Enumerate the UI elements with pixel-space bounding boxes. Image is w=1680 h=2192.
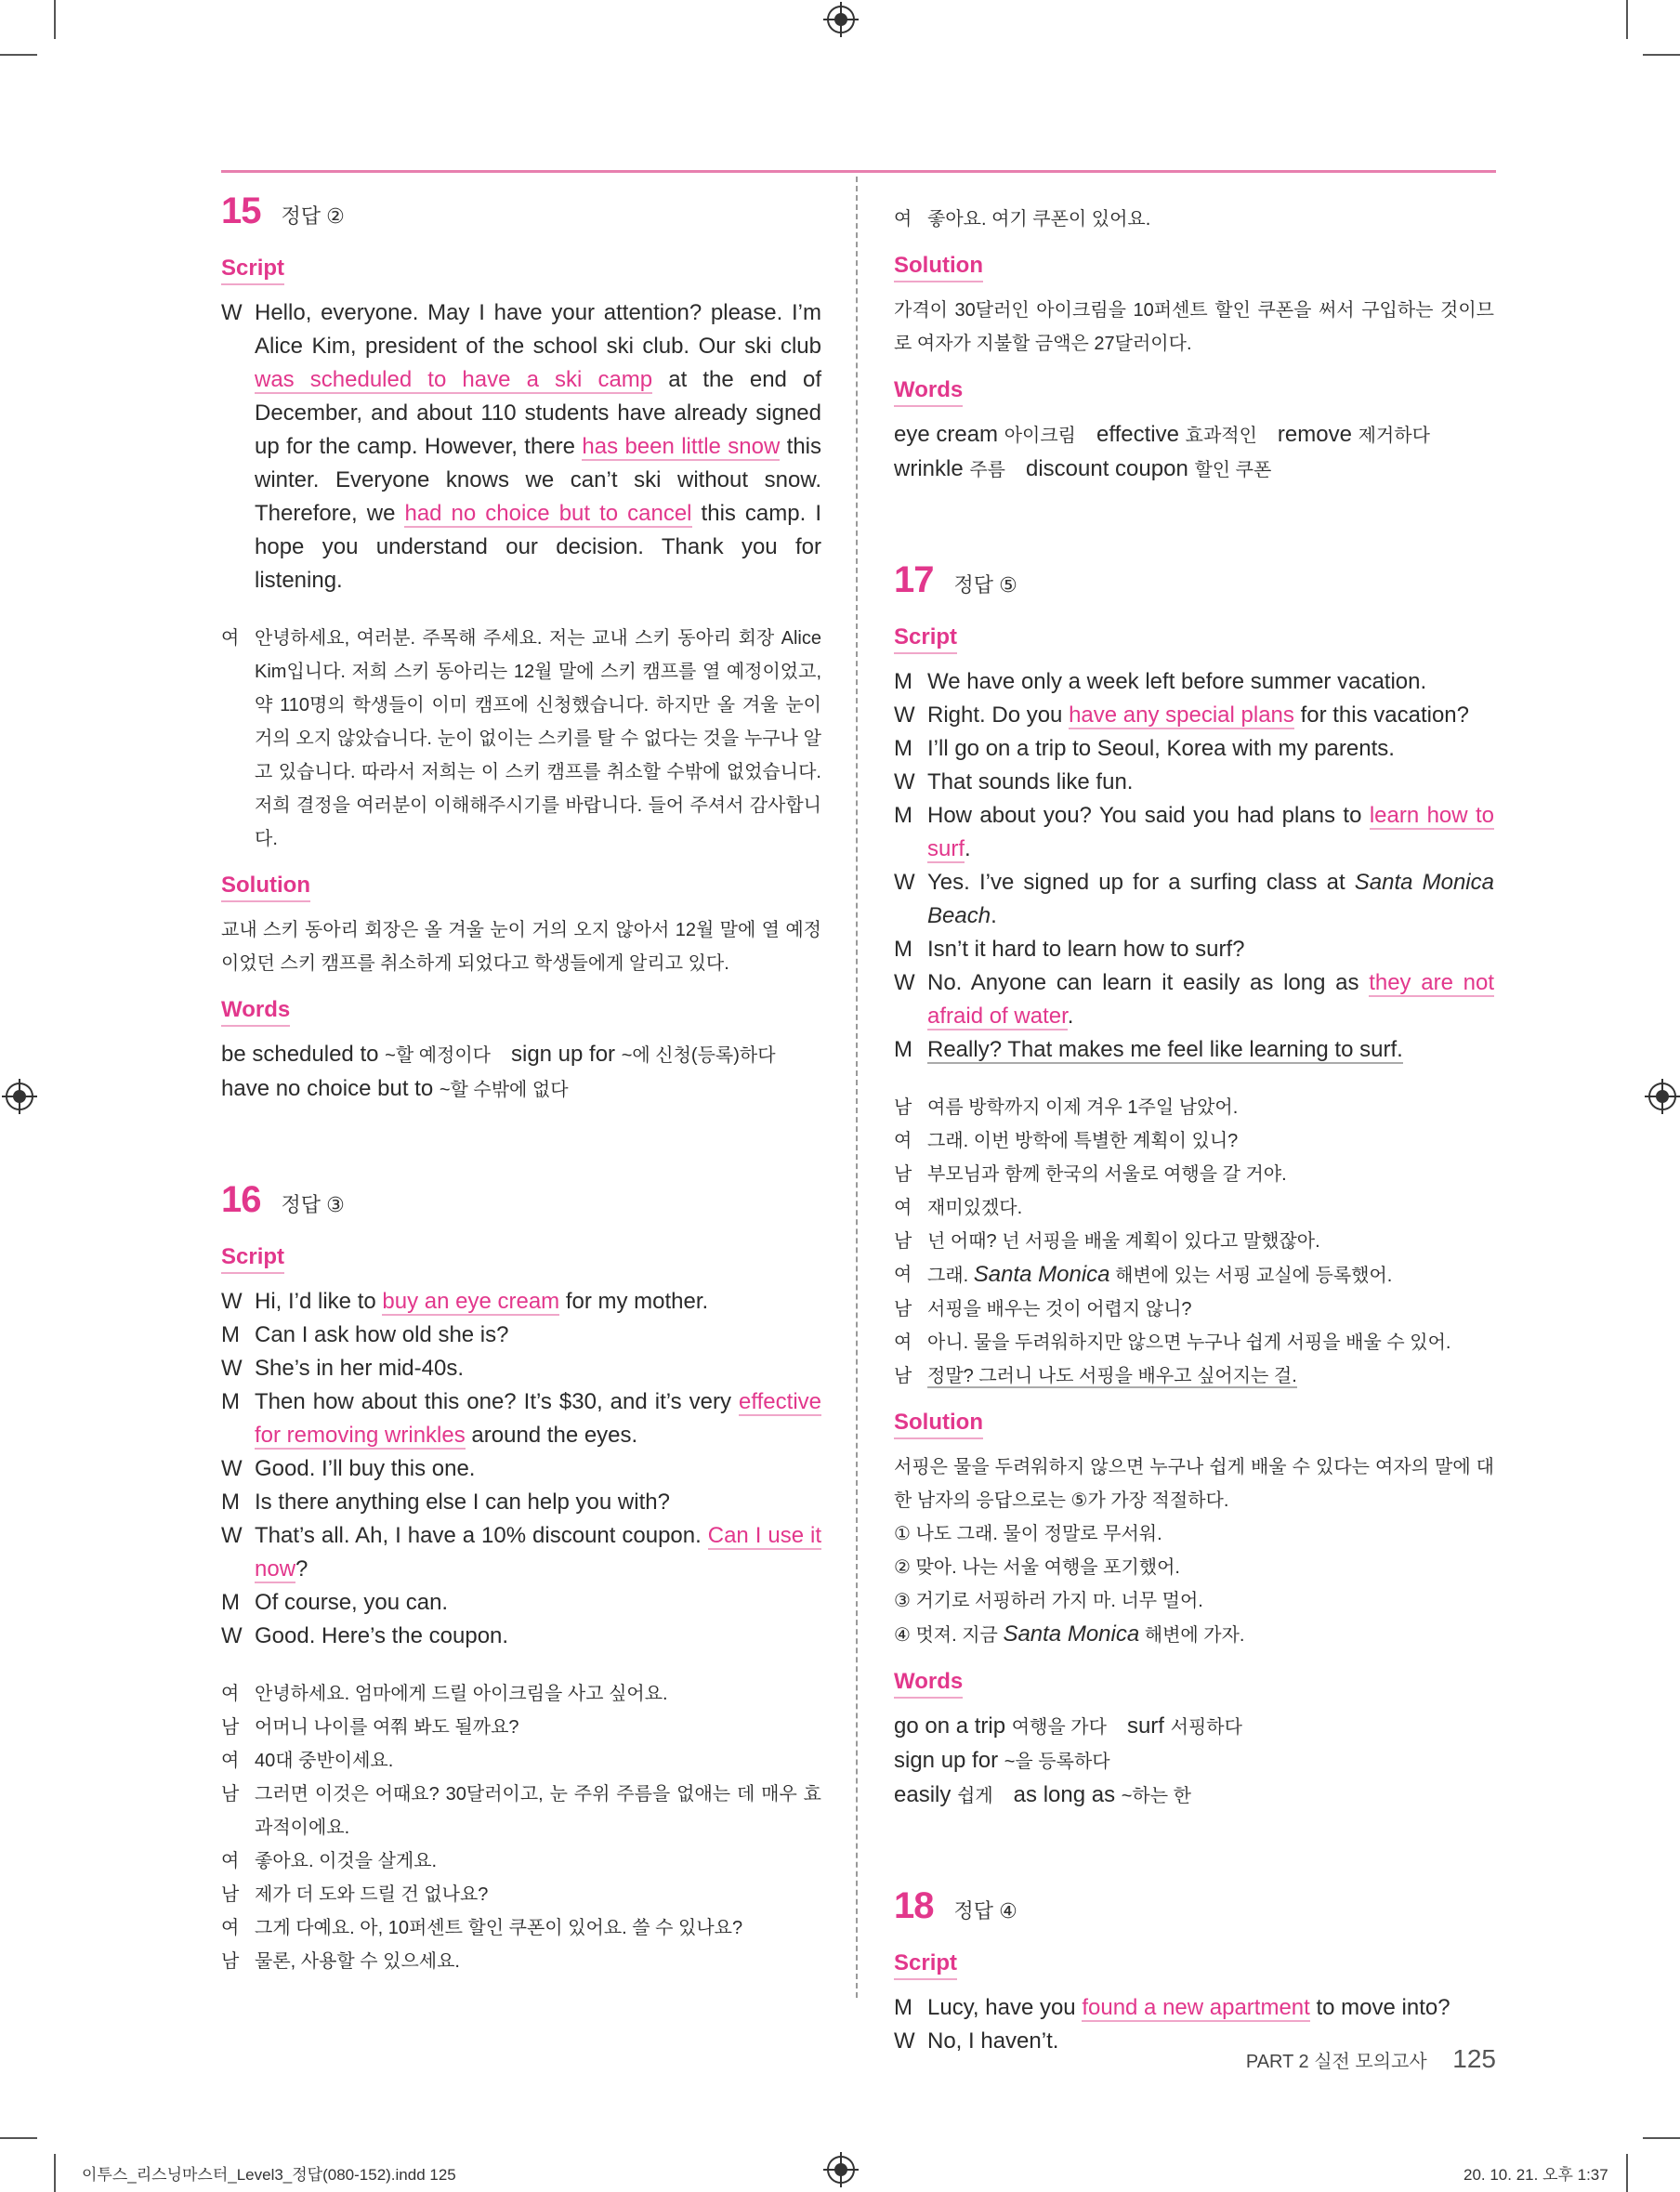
registration-mark-icon xyxy=(6,1083,33,1110)
column-divider xyxy=(856,177,858,1998)
q17-dialog: M We have only a week left before summer vacation. W Right. Do you have any special plans for this vacation? M I’ll go on a trip to Seoul, Korea with my parents. W That sounds like fun. M How about you? You said you had plans to learn how to surf. W Yes. I’ve signed up for a surfing class at Santa Monica Beach. M Isn’t it hard to learn how to surf? W No. Anyone can learn it easily as long as they are not afraid of water. M Really? That makes me feel like learning to surf. xyxy=(894,669,1494,1062)
answer-label: 정답 ② xyxy=(281,204,345,228)
script-heading: Script xyxy=(894,624,957,654)
q16-translation: 여 안녕하세요. 엄마에게 드릴 아이크림을 사고 싶어요. 남 어머니 나이를 여쭤 봐도 될까요? 여 40대 중반이세요. 남 그러면 이것은 어때요? 30달러이고, 눈 주위 주름을 없애는 데 매우 효과적이에요. 여 좋아요. 이것을 살게요. 남 제가 더 도와 드릴 건 없나요? 여 그게 다예요. 아, 10퍼센트 할인 쿠폰이 있어요. 쓸 수 있나요? 남 물론, 사용할 수 있으세요. xyxy=(221,1684,821,1972)
crop-mark-br-h xyxy=(1643,2137,1680,2139)
script-heading: Script xyxy=(221,256,284,285)
monologue-text: Hello, everyone. May I have your attention? please. I’m Alice Kim, president of the school ski club. Our ski club was scheduled to have a ski camp at the end of December, and about 110 students have already signed up for the camp. However, there has been little snow this winter. Everyone knows we can’t ski without snow. Therefore, we had no choice but to cancel this camp. I hope you understand our decision. Thank you for listening. xyxy=(255,300,822,593)
solution-heading: Solution xyxy=(221,873,310,902)
q16-translation-cont: 여 좋아요. 여기 쿠폰이 있어요. xyxy=(894,209,1151,230)
q16-solution: 가격이 30달러인 아이크림을 10퍼센트 할인 쿠폰을 써서 구입하는 것이므로 여자가 지불할 금액은 27달러이다. xyxy=(894,300,1494,354)
dialog-line: W Good. Here’s the coupon. xyxy=(221,1623,509,1648)
q17-translation: 남 여름 방학까지 이제 겨우 1주일 남았어. 여 그래. 이번 방학에 특별한 계획이 있니? 남 부모님과 함께 한국의 서울로 여행을 갈 거야. 여 재미있겠다. 남 넌 어때? 넌 서핑을 배울 계획이 있다고 말했잖아. 여 그래. Santa Monica 해변에 있는 서핑 교실에 등록했어. 남 서핑을 배우는 것이 어렵지 않니? 여 아니. 물을 두려워하지만 않으면 누구나 쉽게 서핑을 배울 수 있어. 남 정말? 그러니 나도 서핑을 배우고 싶어지는 걸. xyxy=(894,1097,1451,1386)
crop-mark-tr-h xyxy=(1643,54,1680,56)
dialog-line: M Is there anything else I can help you with? xyxy=(221,1490,670,1515)
q15-translation: 여 안녕하세요, 여러분. 주목해 주세요. 저는 교내 스키 동아리 회장 Alice Kim입니다. 저희 스키 동아리는 12월 말에 스키 캠프를 열 예정이었고, 약 110명의 학생들이 이미 캠프에 신청했습니다. 하지만 올 겨울 눈이 거의 오지 않았습니다. 눈이 없이는 스키를 탈 수 없다는 것을 누구나 알고 있습니다. 따라서 저희는 이 스키 캠프를 취소할 수밖에 없었습니다. 저희 결정을 여러분이 이해해주시기를 바랍니다. 들어 주셔서 감사합니다. xyxy=(221,628,821,849)
q16-words: eye cream 아이크림 effective 효과적인 remove 제거하다 wrinkle 주름 discount coupon 할인 쿠폰 xyxy=(894,422,1430,481)
dialog-line: M Can I ask how old she is? xyxy=(221,1322,509,1347)
q17-options: ① 나도 그래. 물이 정말로 무서워. ② 맞아. 나는 서울 여행을 포기했어. ③ 거기로 서핑하러 가지 마. 너무 멀어. ④ 멋져. 지금 Santa Monica 해변에 가자. xyxy=(894,1524,1245,1647)
q17-words: go on a trip 여행을 가다 surf 서핑하다sign up for ~을 등록하다 easily 쉽게 as long as ~하는 한 xyxy=(894,1713,1242,1807)
slug-file: 이투스_리스닝마스터_Level3_정답(080-152).indd 125 xyxy=(82,2166,456,2184)
script-heading: Script xyxy=(894,1950,957,1980)
dialog-line: M Then how about this one? It’s $30, and it’s very effective for removing wrinkles around the eyes. xyxy=(221,1389,821,1448)
dialog-line: W That’s all. Ah, I have a 10% discount coupon. Can I use it now? xyxy=(221,1523,821,1582)
q16-header: 16 정답 ③ xyxy=(221,1179,345,1220)
left-column xyxy=(221,190,821,1978)
page-number: 125 xyxy=(1452,2044,1496,2073)
script-heading: Script xyxy=(221,1244,284,1274)
speaker: W xyxy=(221,300,243,325)
q15-solution: 교내 스키 동아리 회장은 올 겨울 눈이 거의 오지 않아서 12월 말에 열 예정이었던 스키 캠프를 취소하게 되었다고 학생들에게 알리고 있다. xyxy=(221,920,821,974)
registration-mark-icon xyxy=(827,2156,855,2184)
solution-heading: Solution xyxy=(894,253,983,282)
words-heading: Words xyxy=(894,377,963,407)
dialog-line: W Hi, I’d like to buy an eye cream for my mother. xyxy=(221,1289,709,1314)
registration-mark-icon xyxy=(1648,1083,1676,1110)
crop-mark-br-v xyxy=(1626,2154,1628,2192)
solution-heading: Solution xyxy=(894,1410,983,1439)
crop-mark-tl-v xyxy=(54,0,56,39)
dialog-line: W She’s in her mid-40s. xyxy=(221,1356,464,1381)
q17-header: 17 정답 ⑤ xyxy=(894,559,1017,600)
q15-monologue xyxy=(221,296,821,597)
dialog-line: W Good. I’ll buy this one. xyxy=(221,1456,476,1481)
registration-mark-icon xyxy=(827,6,855,33)
words-heading: Words xyxy=(221,997,290,1027)
q18-dialog: M Lucy, have you found a new apartment to move into? W No, I haven’t. xyxy=(894,1995,1450,2054)
page-footer: PART 2 실전 모의고사 125 xyxy=(1245,2044,1496,2073)
slug-datetime: 20. 10. 21. 오후 1:37 xyxy=(1463,2166,1608,2184)
q18-header: 18 정답 ④ xyxy=(894,1885,1017,1926)
crop-mark-bl-h xyxy=(0,2137,37,2139)
q15-header xyxy=(221,190,821,246)
q15-words: be scheduled to ~할 예정이다 sign up for ~에 신청(등록)하다 have no choice but to ~할 수밖에 없다 xyxy=(221,1042,776,1101)
header-rule xyxy=(221,170,1496,173)
question-number: 15 xyxy=(221,190,261,231)
crop-mark-tr-v xyxy=(1626,0,1628,39)
right-column xyxy=(894,203,1494,2058)
q17-solution: 서핑은 물을 두려워하지 않으면 누구나 쉽게 배울 수 있다는 여자의 말에 대한 남자의 응답으로는 ⑤가 가장 적절하다. xyxy=(894,1457,1494,1511)
crop-mark-bl-v xyxy=(54,2154,56,2192)
dialog-line: M Of course, you can. xyxy=(221,1590,449,1615)
crop-mark-tl-h xyxy=(0,54,37,56)
q16-dialog xyxy=(221,1285,821,1653)
words-heading: Words xyxy=(894,1669,963,1699)
